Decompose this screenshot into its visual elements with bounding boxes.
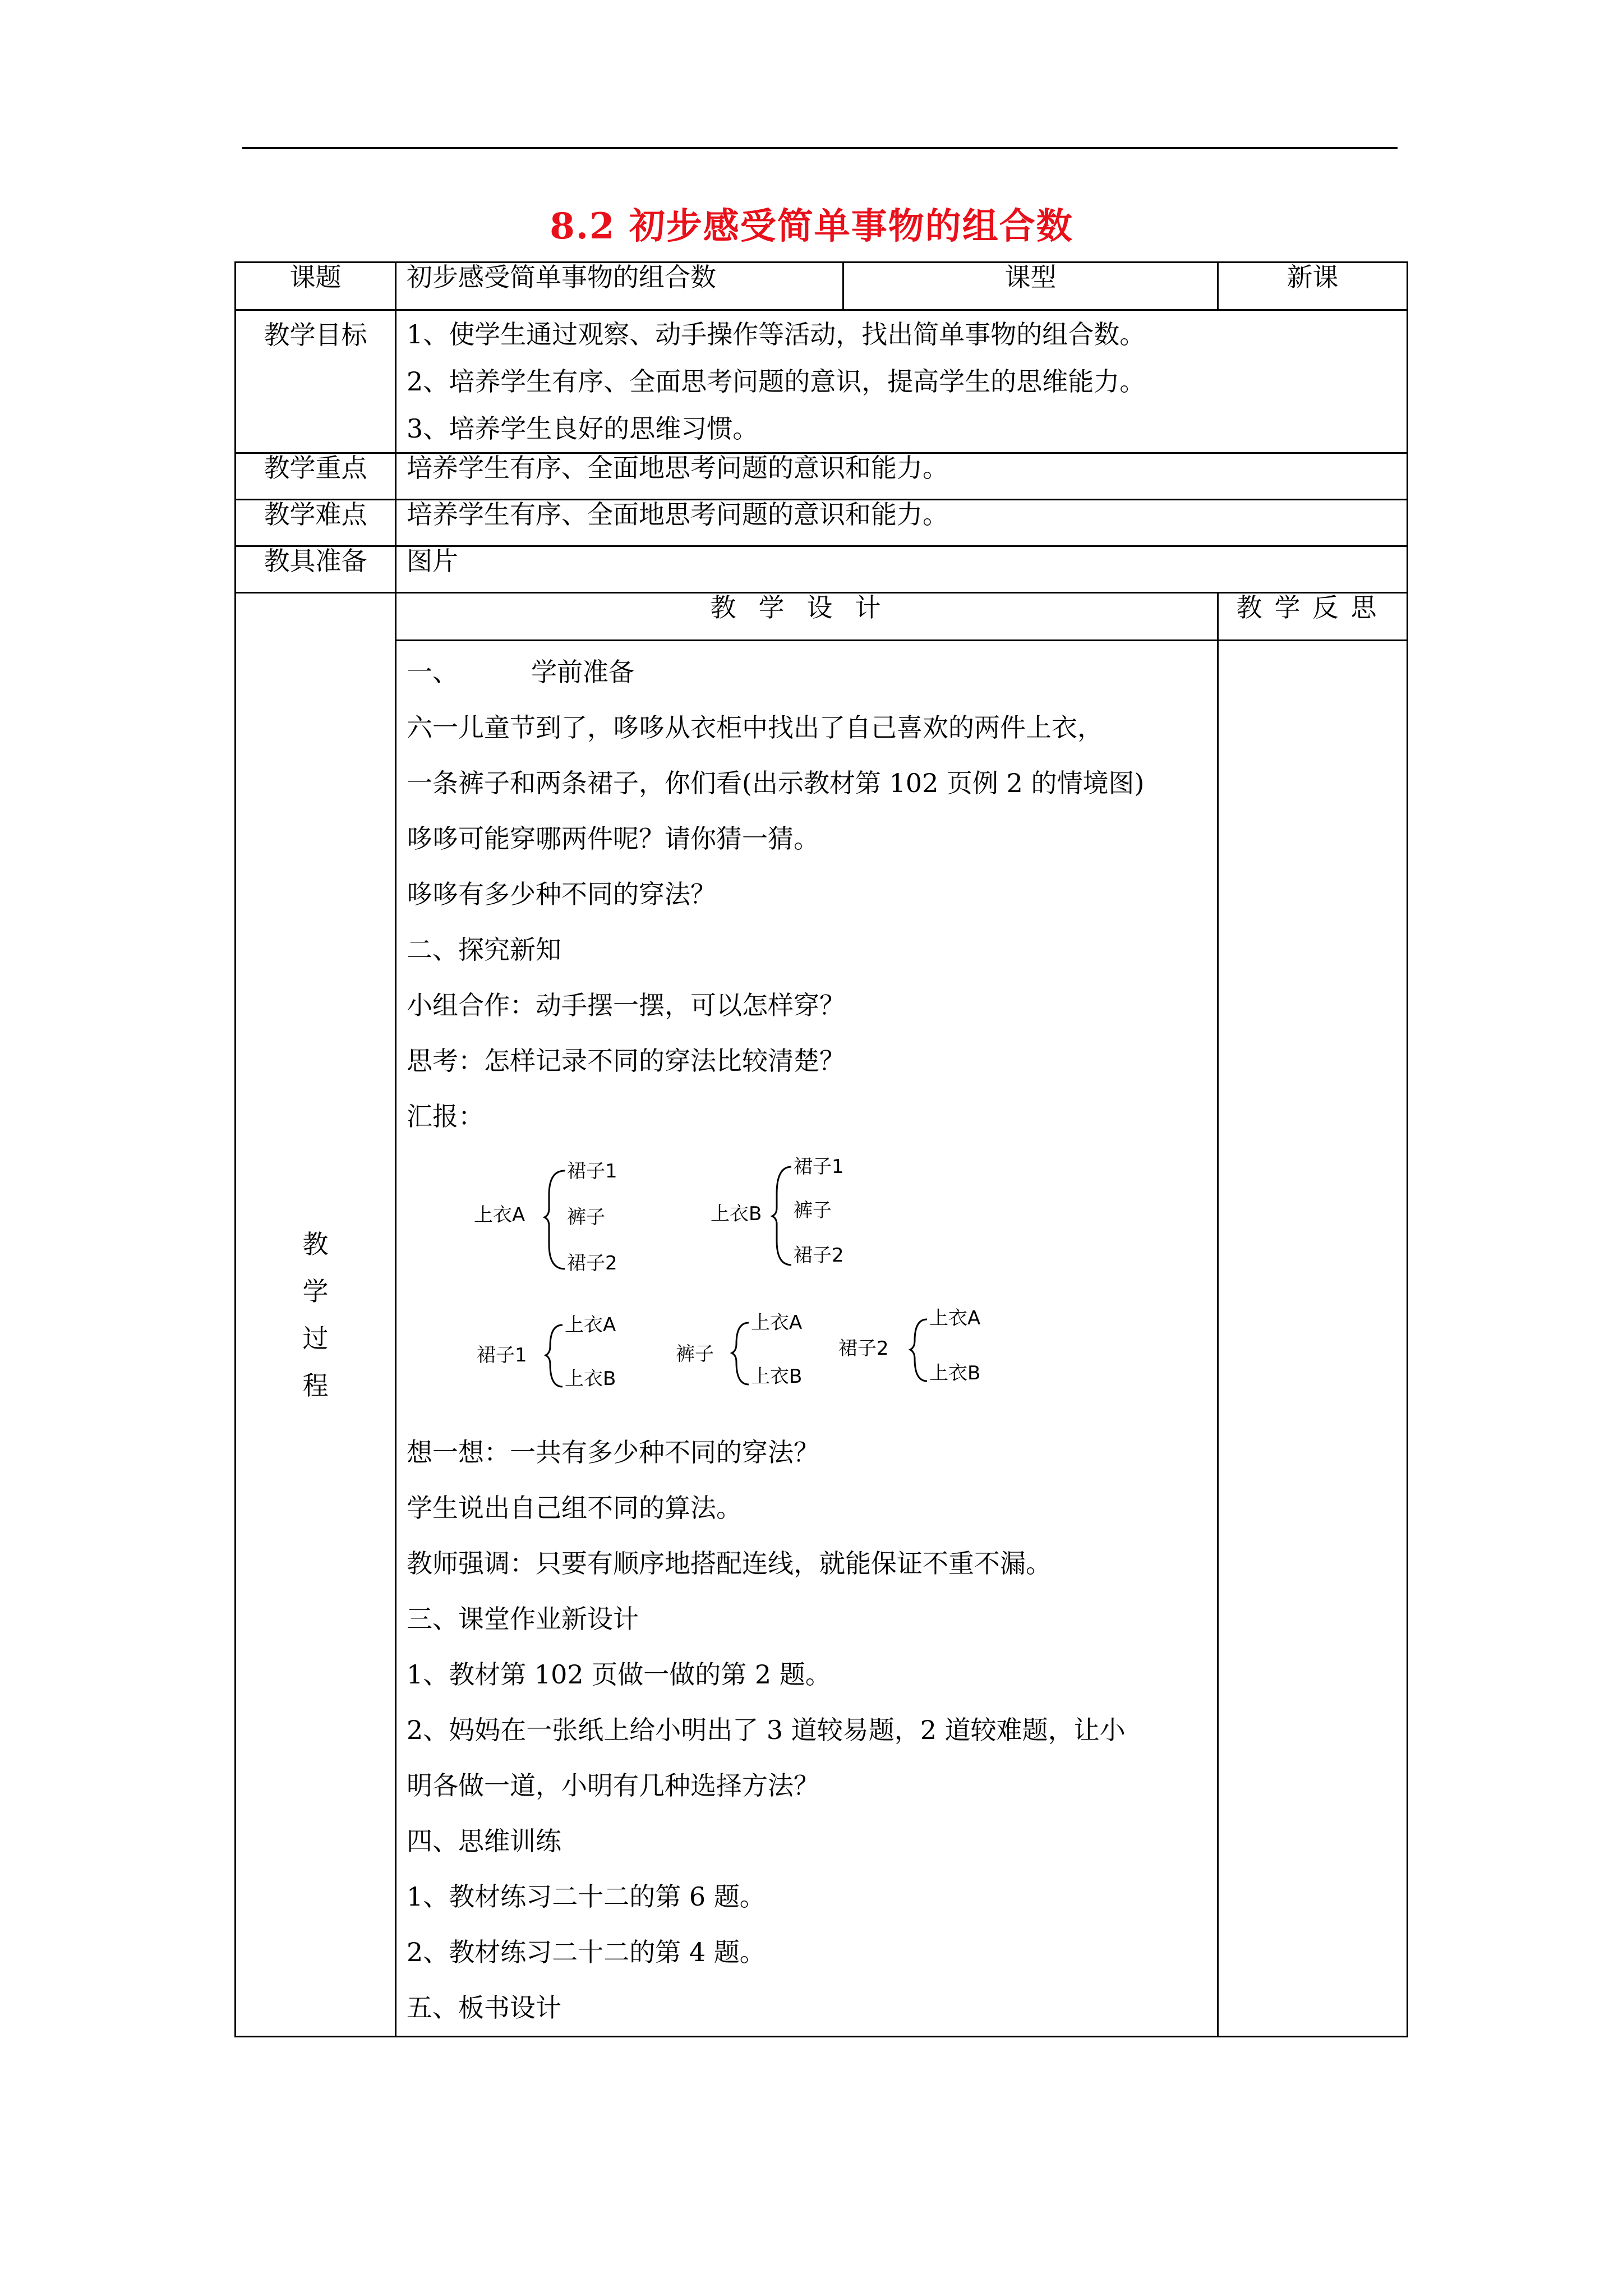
lesson-type-value: 新课 bbox=[1218, 263, 1408, 310]
tree3-leaf: 上衣A bbox=[565, 1314, 616, 1336]
design-body-row bbox=[236, 641, 1408, 2037]
difficulty-label: 教学难点 bbox=[236, 500, 396, 546]
goals-row bbox=[236, 310, 1408, 453]
difficulty-text: 培养学生有序、全面地思考问题的意识和能力。 bbox=[396, 500, 1408, 546]
topic-value: 初步感受简单事物的组合数 bbox=[396, 263, 843, 310]
tree5-leaf: 上衣B bbox=[929, 1362, 981, 1384]
reflection-heading: 教学反思 bbox=[1218, 593, 1408, 641]
tree5-leaf: 上衣A bbox=[929, 1307, 981, 1329]
design-content bbox=[396, 641, 1218, 2037]
key-point-text: 培养学生有序、全面地思考问题的意识和能力。 bbox=[396, 453, 1408, 500]
design-header-row bbox=[236, 593, 1408, 641]
tree1-leaf: 裙子1 bbox=[567, 1160, 617, 1182]
content-line: 哆哆有多少种不同的穿法？ bbox=[407, 879, 716, 909]
goals-list bbox=[396, 310, 1408, 453]
content-line: 哆哆可能穿哪两件呢？请你猜一猜。 bbox=[407, 823, 819, 854]
tree4-root: 裤子 bbox=[676, 1343, 714, 1365]
header-rule bbox=[242, 147, 1398, 149]
goal-item: 2、培养学生有序、全面思考问题的意识，提高学生的思维能力。 bbox=[407, 366, 1146, 397]
materials-label: 教具准备 bbox=[236, 546, 396, 593]
content-line: 思考：怎样记录不同的穿法比较清楚？ bbox=[407, 1046, 845, 1076]
difficulty-row bbox=[236, 500, 1408, 546]
goal-item: 1、使学生通过观察、动手操作等活动，找出简单事物的组合数。 bbox=[407, 319, 1146, 349]
key-point-label: 教学重点 bbox=[236, 453, 396, 500]
content-line: 明各做一道，小明有几种选择方法？ bbox=[407, 1770, 819, 1801]
topic-label: 课题 bbox=[236, 263, 396, 310]
tree5-root: 裙子2 bbox=[838, 1337, 889, 1360]
content-line: 六一儿童节到了，哆哆从衣柜中找出了自己喜欢的两件上衣， bbox=[407, 712, 1103, 743]
content-line: 2、教材练习二十二的第 4 题。 bbox=[407, 1937, 766, 1967]
tree3-root: 裙子1 bbox=[477, 1344, 527, 1366]
combination-tree-diagram bbox=[407, 1144, 1207, 1425]
section-heading: 三、课堂作业新设计 bbox=[407, 1604, 639, 1634]
goals-label: 教学目标 bbox=[236, 310, 396, 453]
materials-row bbox=[236, 546, 1408, 593]
content-line: 学生说出自己组不同的算法。 bbox=[407, 1493, 742, 1523]
section-heading: 四、思维训练 bbox=[407, 1826, 561, 1856]
tree2-leaf: 裙子2 bbox=[794, 1244, 844, 1267]
tree2-root: 上衣B bbox=[711, 1203, 762, 1225]
lesson-type-label: 课型 bbox=[843, 263, 1218, 310]
section-heading: 一、 学前准备 bbox=[407, 657, 634, 687]
content-line: 汇报： bbox=[407, 1101, 484, 1131]
document-title: 8.2 初步感受简单事物的组合数 bbox=[550, 205, 1073, 247]
tree4-leaf: 上衣A bbox=[751, 1312, 803, 1334]
content-line: 2、妈妈在一张纸上给小明出了 3 道较易题，2 道较难题，让小 bbox=[407, 1715, 1126, 1745]
content-line: 想一想：一共有多少种不同的穿法？ bbox=[407, 1437, 819, 1467]
topic-row bbox=[236, 263, 1408, 310]
content-line: 1、教材练习二十二的第 6 题。 bbox=[407, 1881, 766, 1912]
design-heading: 教学设计 bbox=[396, 593, 1218, 641]
content-line: 教师强调：只要有顺序地搭配连线，就能保证不重不漏。 bbox=[407, 1548, 1052, 1579]
content-line: 小组合作：动手摆一摆，可以怎样穿？ bbox=[407, 990, 845, 1020]
section-heading: 二、探究新知 bbox=[407, 935, 561, 965]
content-line: 1、教材第 102 页做一做的第 2 题。 bbox=[407, 1659, 831, 1690]
tree4-leaf: 上衣B bbox=[751, 1365, 803, 1388]
tree1-root: 上衣A bbox=[474, 1204, 525, 1226]
section-heading: 五、板书设计 bbox=[407, 1993, 561, 2023]
reflection-cell bbox=[1218, 641, 1408, 2037]
goal-item: 3、培养学生良好的思维习惯。 bbox=[407, 413, 759, 444]
content-line: 一条裤子和两条裙子，你们看(出示教材第 102 页例 2 的情境图) bbox=[407, 768, 1145, 798]
tree2-leaf: 裙子1 bbox=[794, 1156, 844, 1178]
lesson-plan-table bbox=[234, 261, 1408, 2037]
materials-text: 图片 bbox=[396, 546, 1408, 593]
process-label: 教 学 过 程 bbox=[236, 593, 396, 2037]
key-point-row bbox=[236, 453, 1408, 500]
tree3-leaf: 上衣B bbox=[565, 1368, 616, 1390]
tree1-leaf: 裙子2 bbox=[567, 1252, 617, 1274]
tree1-leaf: 裤子 bbox=[567, 1206, 605, 1228]
tree2-leaf: 裤子 bbox=[794, 1199, 832, 1222]
